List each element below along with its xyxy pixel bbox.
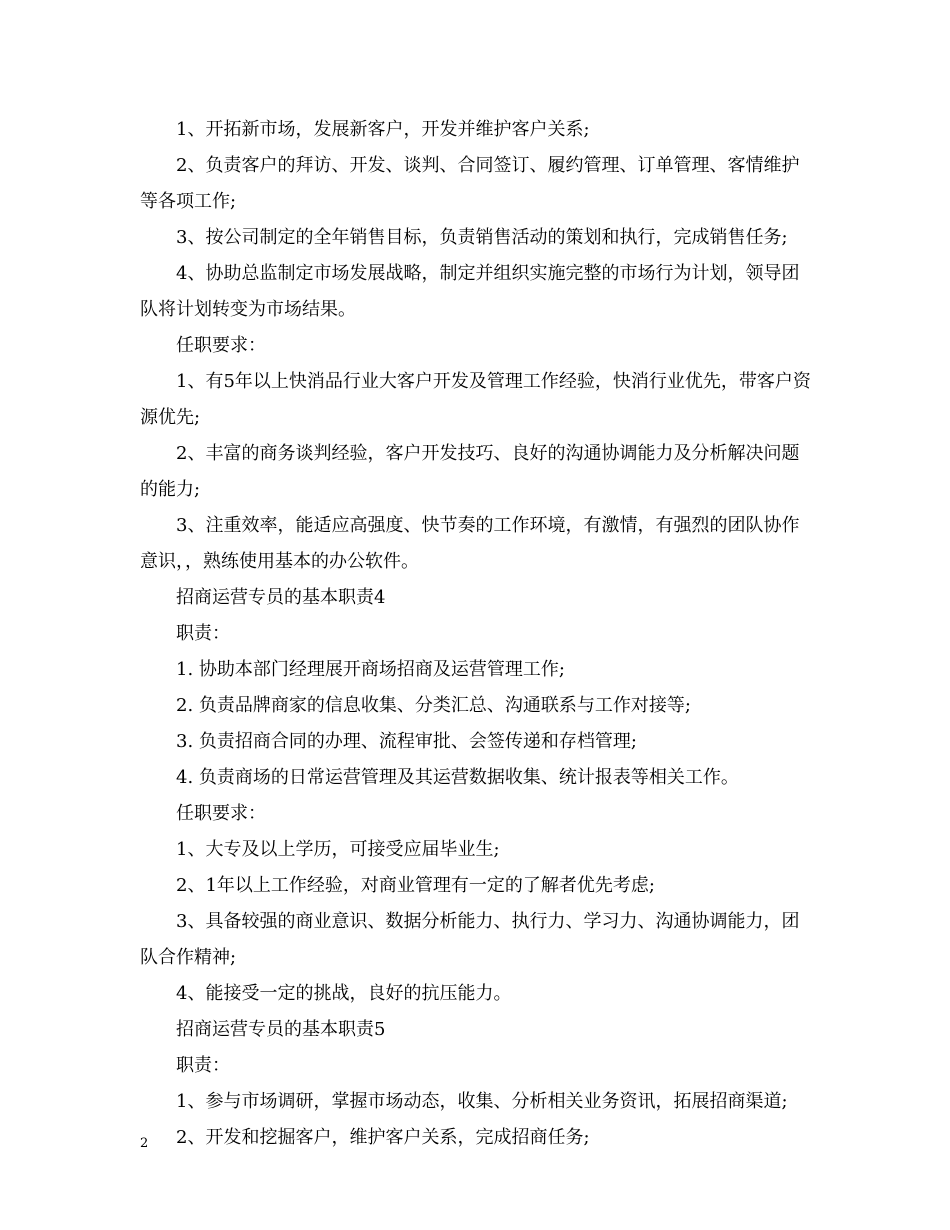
- paragraph: 2. 负责品牌商家的信息收集、分类汇总、沟通联系与工作对接等;: [176, 695, 691, 716]
- paragraph: 1、参与市场调研，掌握市场动态，收集、分析相关业务资讯，拓展招商渠道;: [176, 1091, 788, 1112]
- paragraph: 3、具备较强的商业意识、数据分析能力、执行力、学习力、沟通协调能力，团队合作精神;: [140, 911, 800, 968]
- paragraph: 2、丰富的商务谈判经验，客户开发技巧、良好的沟通协调能力及分析解决问题的能力;: [140, 443, 800, 500]
- section-heading: 招商运营专员的基本职责5: [176, 1019, 386, 1040]
- section-label: 职责：: [176, 1055, 230, 1076]
- paragraph: 2、负责客户的拜访、开发、谈判、合同签订、履约管理、订单管理、客情维护等各项工作;: [140, 155, 800, 212]
- section-heading: 招商运营专员的基本职责4: [176, 587, 386, 608]
- document-body: [140, 112, 812, 1156]
- paragraph: 4、能接受一定的挑战，良好的抗压能力。: [176, 983, 512, 1004]
- paragraph: 1、有5年以上快消品行业大客户开发及管理工作经验，快消行业优先，带客户资源优先;: [140, 371, 811, 428]
- paragraph: 4、协助总监制定市场发展战略，制定并组织实施完整的市场行为计划，领导团队将计划转变为市场结果。: [140, 263, 800, 320]
- paragraph: 1、开拓新市场，发展新客户，开发并维护客户关系;: [176, 119, 590, 140]
- paragraph: 1、大专及以上学历，可接受应届毕业生;: [176, 839, 500, 860]
- paragraph: 3. 负责招商合同的办理、流程审批、会签传递和存档管理;: [176, 731, 637, 752]
- paragraph: 3、按公司制定的全年销售目标，负责销售活动的策划和执行，完成销售任务;: [176, 227, 788, 248]
- section-label: 职责：: [176, 623, 230, 644]
- paragraph: 1. 协助本部门经理展开商场招商及运营管理工作;: [176, 659, 565, 680]
- page-number: 2: [140, 1136, 149, 1151]
- paragraph: 2、开发和挖掘客户，维护客户关系，完成招商任务;: [176, 1127, 590, 1148]
- section-label: 任职要求：: [176, 803, 266, 824]
- paragraph: 3、注重效率，能适应高强度、快节奏的工作环境，有激情，有强烈的团队协作意识，，熟练使用基本的办公软件。: [140, 515, 800, 572]
- paragraph: 2、1年以上工作经验，对商业管理有一定的了解者优先考虑;: [176, 875, 655, 896]
- section-label: 任职要求：: [176, 335, 266, 356]
- paragraph: 4. 负责商场的日常运营管理及其运营数据收集、统计报表等相关工作。: [176, 767, 739, 788]
